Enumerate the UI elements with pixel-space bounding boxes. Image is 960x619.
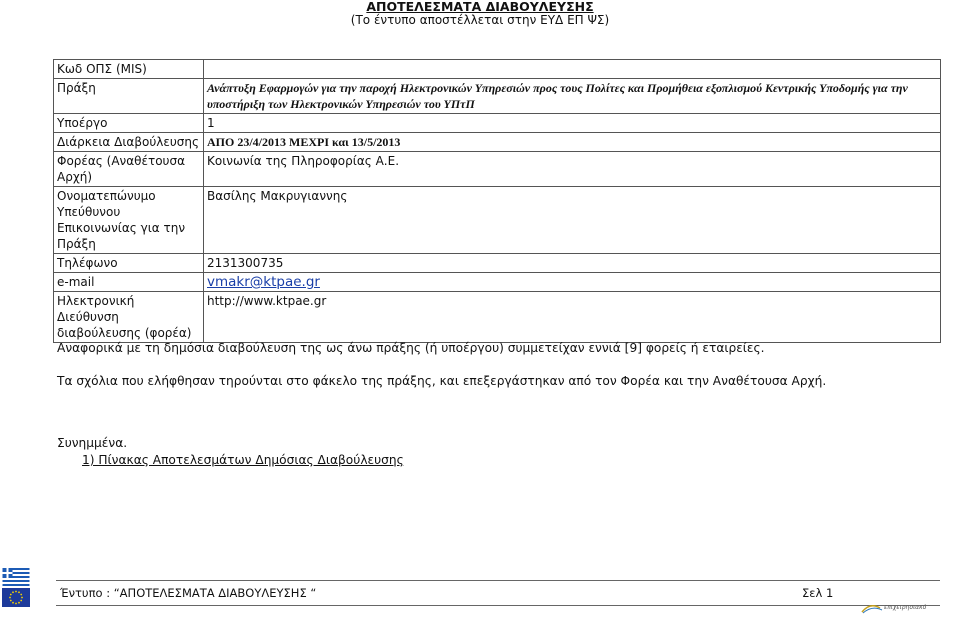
attachments-label: Συνημμένα.: [57, 436, 128, 450]
duration-value: ΑΠΟ 23/4/2013 ΜΕΧΡΙ και 13/5/2013: [204, 133, 941, 152]
table-row: [54, 114, 941, 133]
email-cell: [204, 273, 941, 292]
email-label: e-mail: [54, 273, 204, 292]
document-subtitle: (Το έντυπο αποστέλλεται στην ΕΥΔ ΕΠ ΨΣ): [350, 13, 610, 27]
action-value: Ανάπτυξη Εφαρμογών για την παροχή Ηλεκτρονικών Υπηρεσιών προς τους Πολίτες και Προμήθεια εξοπλισμού Κεντρικής Υποδομής για την υποστήριξη των Ηλεκτρονικών Υπηρεσιών του ΥΠτΠ: [204, 79, 941, 114]
table-row: [54, 60, 941, 79]
project-info-table: [53, 59, 941, 343]
body-value: Κοινωνία της Πληροφορίας Α.Ε.: [204, 152, 941, 187]
table-row: [54, 273, 941, 292]
email-link[interactable]: vmakr@ktpae.gr: [207, 274, 320, 290]
subproject-value: 1: [204, 114, 941, 133]
table-row: [54, 79, 941, 114]
url-value: http://www.ktpae.gr: [204, 292, 941, 343]
duration-label: Διάρκεια Διαβούλευσης: [54, 133, 204, 152]
mis-value: [204, 60, 941, 79]
body-label: Φορέας (Αναθέτουσα Αρχή): [54, 152, 204, 187]
comments-paragraph: Τα σχόλια που ελήφθησαν τηρούνται στο φάκελο της πράξης, και επεξεργάστηκαν από τον Φορέα και την Αναθέτουσα Αρχή.: [57, 374, 827, 388]
mis-label: Κωδ ΟΠΣ (MIS): [54, 60, 204, 79]
phone-label: Τηλέφωνο: [54, 254, 204, 273]
eu-flag-icon: [2, 588, 30, 607]
contact-value: Βασίλης Μακρυγιαννης: [204, 187, 941, 254]
subproject-label: Υποέργο: [54, 114, 204, 133]
action-label: Πράξη: [54, 79, 204, 114]
table-row: [54, 187, 941, 254]
table-row: [54, 133, 941, 152]
footer-form-text: Έντυπο : “ΑΠΟΤΕΛΕΣΜΑΤΑ ΔΙΑΒΟΥΛΕΥΣΗΣ “: [60, 586, 317, 600]
program-logo-text: επιχειρησιακό: [884, 604, 927, 611]
attachment-item: 1) Πίνακας Αποτελεσμάτων Δημόσιας Διαβούλευσης: [82, 453, 404, 467]
url-label: Ηλεκτρονική Διεύθυνση διαβούλευσης (φορέα): [54, 292, 204, 343]
table-row: [54, 292, 941, 343]
table-row: [54, 254, 941, 273]
contact-label: Ονοματεπώνυμο Υπεύθυνου Επικοινωνίας για την Πράξη: [54, 187, 204, 254]
participation-paragraph: Αναφορικά με τη δημόσια διαβούλευση της ως άνω πράξης (ή υποέργου) συμμετείχαν εννιά [9] φορείς ή εταιρείες.: [57, 341, 765, 355]
document-title: ΑΠΟΤΕΛΕΣΜΑΤΑ ΔΙΑΒΟΥΛΕΥΣΗΣ: [366, 0, 594, 14]
greek-flag-icon: [2, 568, 30, 586]
phone-value: 2131300735: [204, 254, 941, 273]
footer-page-number: Σελ 1: [802, 586, 834, 600]
table-row: [54, 152, 941, 187]
